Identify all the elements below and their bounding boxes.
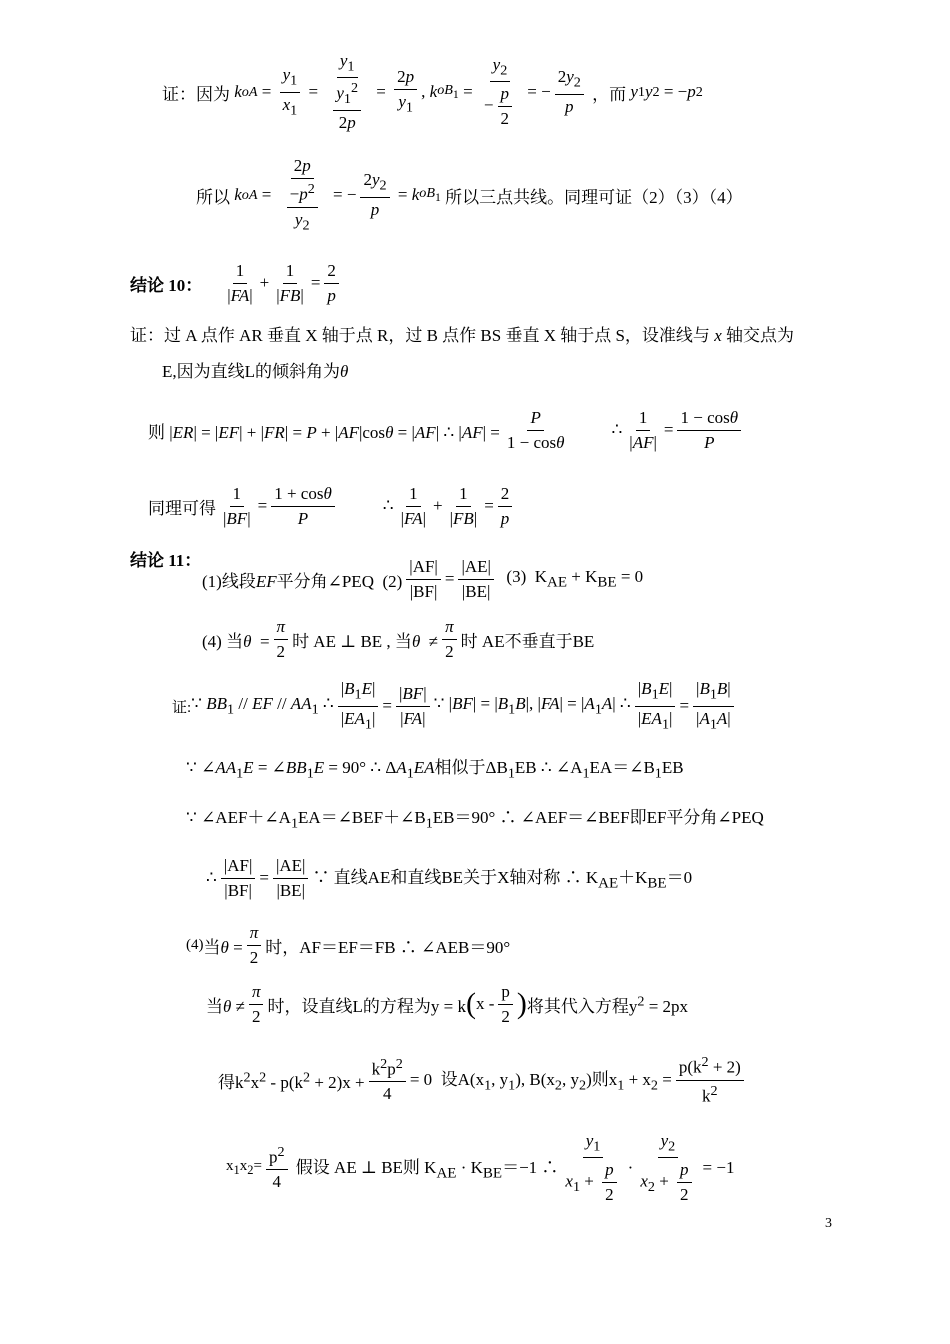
proof-line-11: (4) 当θ = $\frac{\pi}{2}$ 时，AF＝EF＝FB ∴ ∠AEB＝90° [186, 922, 511, 967]
proof-line-9: ∵ $\angle AEF+\angle A_1EA=\angle BEF+\angle B_1EB=90^\circ$ ∴ ∠AEF＝∠BEF即EF平分角∠PEQ [186, 808, 764, 832]
proof-line-12: 当θ ≠ $\frac{\pi}{2}$ 时，设直线L的方程为y = k ( x - $\frac{p}{2}$ ) 将其代入方程$y^2 = 2px$ [206, 981, 689, 1026]
proof-line-8: ∵ $\angle AA_1E$ = $\angle BB_1E = 90^\circ$ ∴ $\Delta A_1EA$相似于$\Delta B_1EB$ ∴ $\angle A_1EA=\angle B_1EB$ [186, 758, 684, 782]
conclusion-11-items-1-3: (1)线段EF平分角∠PEQ (2) $\frac{|AF|}{|BF|}$ = $\frac{|AE|}{|BE|}$ (3) $K_{AE} + K_{BE} = 0$ [202, 556, 644, 601]
proof-line-6: 同理可得 $\frac{1}{|BF|}$ = $\frac{1 + \cos\theta}{P}$ ∴ $\frac{1}{|FA|}$ + $\frac{1}{|FB|}$ = $\frac{2}{p}$ [148, 478, 516, 534]
page-number: 3 [825, 1216, 832, 1231]
proof-line-10: ∴ $\frac{|AF|}{|BF|}$ = $\frac{|AE|}{|BE|}$ ∵ 直线AE和直线BE关于X轴对称 ∴ $K_{AE}+K_{BE}=0$ [206, 855, 693, 900]
proof-line-7: 证: ∵ $BB_1$ // EF // $AA_1$ ∴ $\frac{|B_1E|}{|EA_1|}$ = $\frac{|BF|}{|FA|}$ ∵ $|BF| = |B_1B|$, $|FA| = |A_1A|$ ∴ $\frac{|B_1E|}{|EA_1|}$ = $\frac{|B_1B|}{|A_1A|}$ [172, 678, 738, 734]
proof-line-1: 证：因为 k oA = $\frac{y_1}{x_1}$ = $\frac{y_1}{\frac{y_1^2}{2p}}$ = $\frac{2p}{y_1}$ , k $oB_1$ = $y_2$ − $\frac{p}{2}$ = − $\frac{2y_2}{p}$ ，而 y 1 y 2 = − p 2 [162, 50, 703, 133]
proof-line-3: 证：过 A 点作 AR 垂直 X 轴于点 R，过 B 点作 BS 垂直 X 轴于点 S，设准线与 x 轴交点为 [130, 325, 794, 345]
proof-line-2: 所以 k oA = $\frac{2p}{\frac{-p^2}{y_2}}$ = − $\frac{2y_2}{p}$ = k $oB_1$ 所以三点共线。同理可证（2）（3）（4） [196, 155, 743, 234]
conclusion-11-item-4: (4) 当θ = $\frac{\pi}{2}$ 时 AE ⊥ BE , 当θ ≠ $\frac{\pi}{2}$ 时 AE不垂直于BE [202, 616, 595, 661]
conclusion-10-heading: 结论 10： $\frac{1}{|FA|}$ + $\frac{1}{|FB|}$ = $\frac{2}{p}$ [130, 258, 343, 308]
proof-line-13: 得$k^2x^2 - p(k^2 + 2)x$ + $\frac{k^2p^2}{4}$ = 0 设$A(x_1$, $y_1$), $B(x_2$, $y_2$)则$x_1 + x_2$ = $\frac{p(k^2 + 2)}{k^2}$ [218, 1052, 748, 1108]
proof-line-5: 则 |ER| = |EF| + |FR| = P + |AF|cosθ = |AF| ∴ |AF| = $\frac{P}{1 - \cos\theta}$ ∴ $\frac{1}{|AF|}$ = $\frac{1 - \cos\theta}{P}$ [148, 402, 745, 458]
conclusion-11-heading: 结论 11： [130, 550, 202, 570]
proof-line-4: E,因为直线L的倾斜角为θ [162, 361, 349, 381]
proof-line-14: $x_1x_2=$ $\frac{p^2}{4}$ 假设 AE ⊥ BE则 $K_{AE} \cdot K_{BE}=-1$ ∴ $y_1$ $x_1$ + $\frac{p}{2}$ · $y_2$ $x_2$ + $\frac{p}{2}$ = −1 [226, 1130, 735, 1205]
